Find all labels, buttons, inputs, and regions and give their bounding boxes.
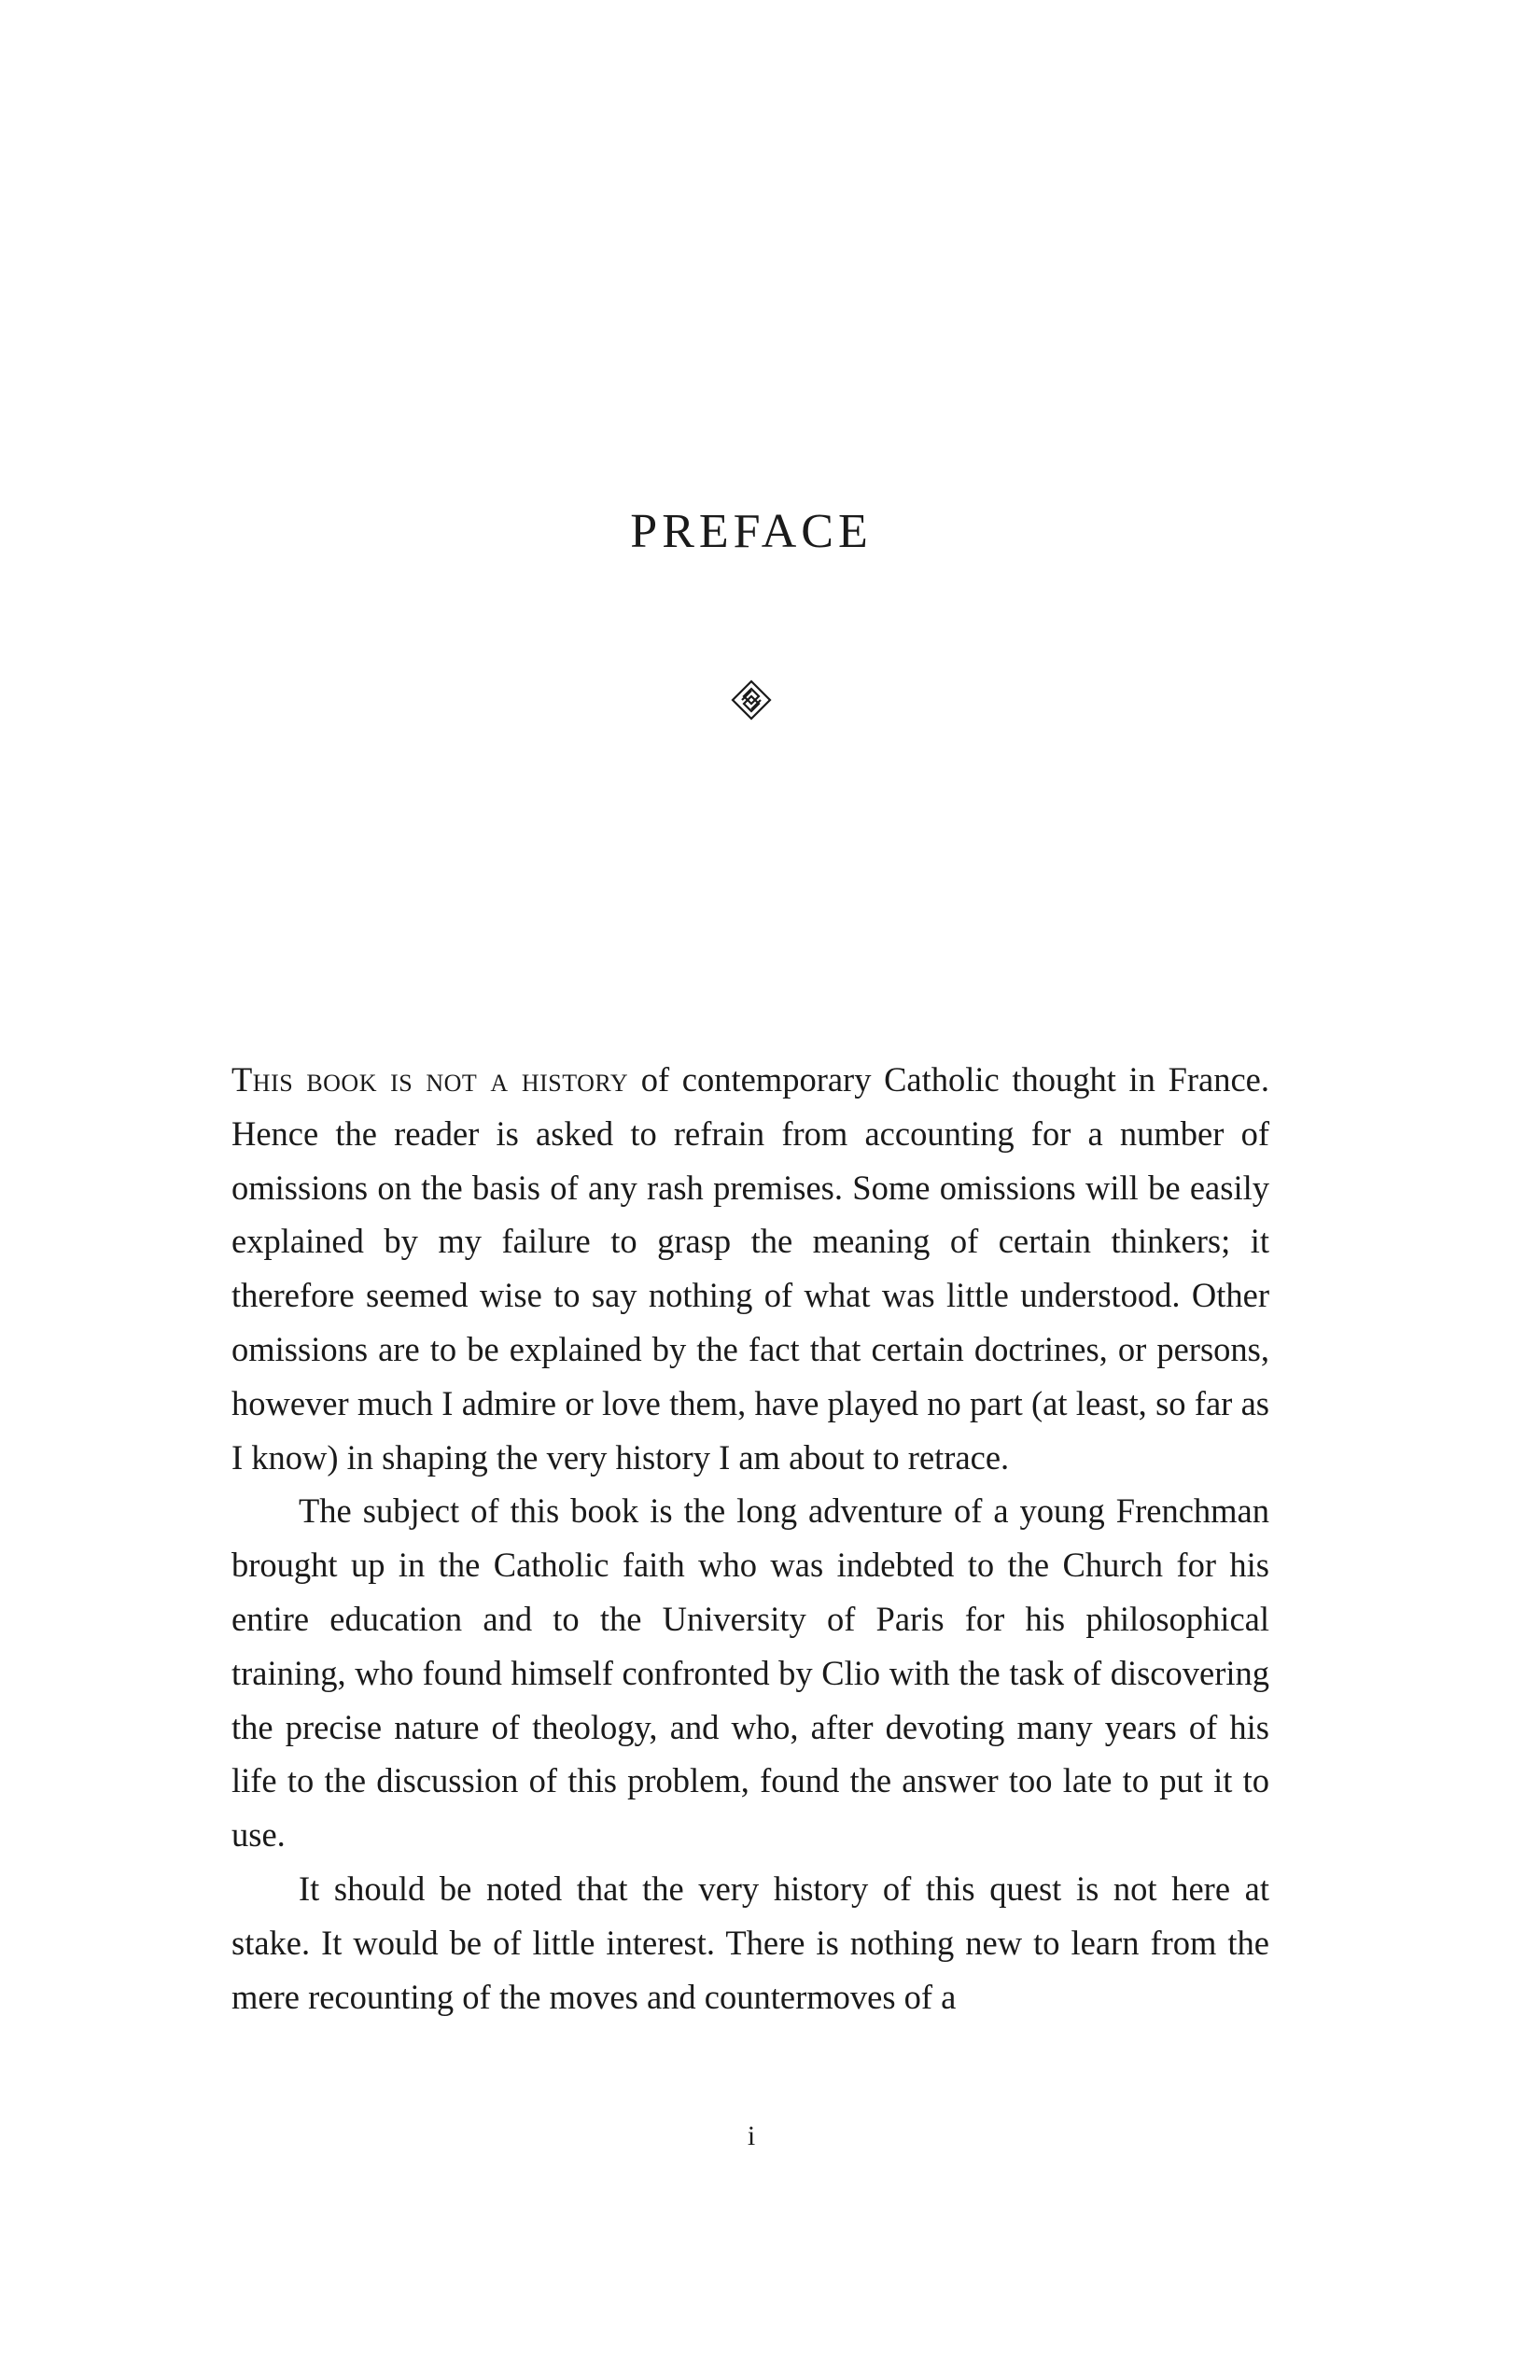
paragraph-1-text: of contemporary Catholic thought in France. Hence the reader is asked to refrain from accounting for a number of omissions on the basis of any rash premises. Some omissions will be easily explained by my failure to grasp the meaning of certain thinkers; it therefore seemed wise to say nothing of what was little understood. Other omissions are to be explained by the fact that certain doctrines, or persons, however much I admire or love them, have played no part (at least, so far as I know) in shaping the very history I am about to retrace. [231,1060,1269,1477]
paragraph-3: It should be noted that the very history of this quest is not here at stake. It would be of little interest. There is nothing new to learn from the mere recounting of the moves and countermoves of a [231,1869,1269,2016]
chapter-title: PREFACE [630,505,873,558]
preface-body [231,1053,1269,2023]
paragraph-2: The subject of this book is the long adventure of a young Frenchman brought up in the Catholic faith who was indebted to the Church for his entire education and to the University of Paris for his philosophical training, who found himself confronted by Clio with the task of discovering the precise nature of theology, and who, after devoting many years of his life to the discussion of this problem, found the answer too late to put it to use. [231,1491,1269,1855]
page-number: i [747,2121,756,2151]
paragraph-1 [231,1053,1269,1484]
diamond-knot-ornament-icon [731,679,772,721]
paragraph-lead-in: This book is not a history [231,1060,629,1099]
